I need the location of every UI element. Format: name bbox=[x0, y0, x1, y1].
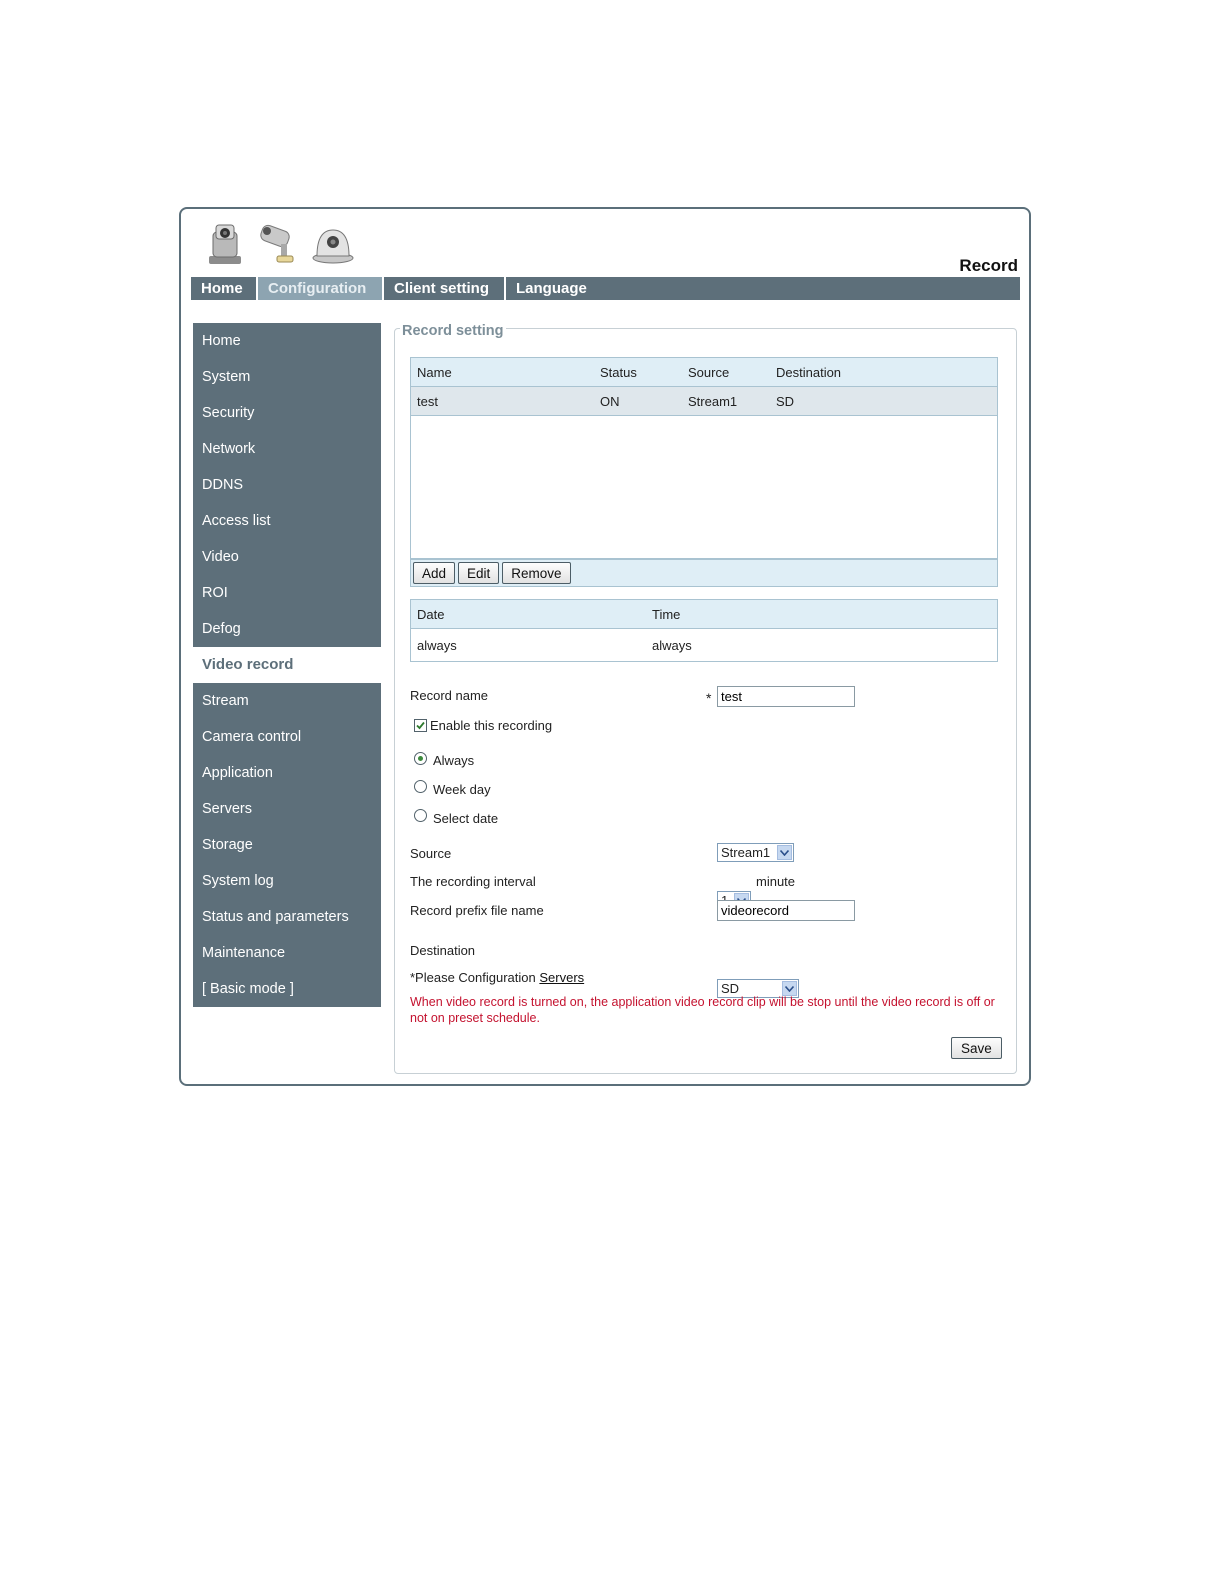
radio-select-date-label: Select date bbox=[433, 811, 499, 826]
tab-home[interactable]: Home bbox=[191, 277, 258, 300]
servers-note-text: *Please Configuration bbox=[410, 970, 540, 985]
edit-button[interactable]: Edit bbox=[458, 562, 499, 584]
record-button-bar bbox=[410, 559, 998, 587]
radio-week-day[interactable] bbox=[414, 780, 427, 793]
remove-button[interactable]: Remove bbox=[502, 562, 570, 584]
sidebar-group-top bbox=[193, 323, 381, 647]
page-title: Record bbox=[959, 256, 1018, 275]
sidebar-item-system[interactable]: System bbox=[202, 369, 251, 385]
col-header-time: Time bbox=[652, 606, 681, 622]
record-table-empty-area bbox=[410, 416, 998, 559]
source-select[interactable] bbox=[717, 843, 794, 862]
enable-recording-label: Enable this recording bbox=[430, 718, 553, 733]
source-label: Source bbox=[410, 846, 452, 861]
sidebar-item-roi[interactable]: ROI bbox=[202, 585, 228, 601]
sidebar-item-video-record[interactable]: Video record bbox=[193, 647, 381, 683]
table-row bbox=[410, 629, 998, 662]
col-header-source: Source bbox=[688, 364, 730, 380]
sidebar-item-stream[interactable]: Stream bbox=[202, 693, 249, 709]
sidebar bbox=[193, 323, 381, 1007]
table-row[interactable] bbox=[410, 387, 998, 416]
sidebar-item-system-log[interactable]: System log bbox=[202, 873, 274, 889]
enable-recording-checkbox[interactable] bbox=[414, 719, 427, 732]
warning-text: When video record is turned on, the application video record clip will be stop until the video record is off or not on preset schedule. bbox=[410, 995, 995, 1025]
add-button[interactable]: Add bbox=[413, 562, 455, 584]
ptz-camera-icon bbox=[203, 220, 247, 266]
checkmark-icon bbox=[415, 720, 426, 731]
tab-configuration[interactable]: Configuration bbox=[258, 277, 384, 300]
sidebar-item-camera-control[interactable]: Camera control bbox=[202, 729, 302, 745]
bullet-camera-icon bbox=[257, 220, 301, 266]
record-prefix-input[interactable] bbox=[717, 900, 855, 921]
cell-status: ON bbox=[600, 393, 620, 409]
sidebar-item-basic-mode[interactable]: [ Basic mode ] bbox=[202, 981, 294, 997]
sidebar-item-servers[interactable]: Servers bbox=[202, 801, 252, 817]
save-button[interactable]: Save bbox=[951, 1037, 1002, 1059]
sidebar-item-home[interactable]: Home bbox=[202, 333, 241, 349]
top-nav bbox=[191, 277, 1020, 300]
sidebar-item-status-and-parameters[interactable]: Status and parameters bbox=[202, 909, 349, 925]
col-header-name: Name bbox=[417, 364, 452, 380]
sidebar-item-application[interactable]: Application bbox=[202, 765, 273, 781]
record-table bbox=[410, 357, 998, 559]
tab-client-setting[interactable]: Client setting bbox=[384, 277, 506, 300]
radio-select-date[interactable] bbox=[414, 809, 427, 822]
required-mark: * bbox=[706, 690, 712, 706]
col-header-destination: Destination bbox=[776, 364, 842, 380]
radio-always[interactable] bbox=[414, 752, 427, 765]
cell-date: always bbox=[417, 637, 457, 653]
sidebar-item-access-list[interactable]: Access list bbox=[202, 513, 271, 529]
sidebar-group-bottom bbox=[193, 683, 381, 1007]
col-header-date: Date bbox=[417, 606, 445, 622]
servers-link[interactable]: Servers bbox=[539, 970, 585, 985]
dome-camera-icon bbox=[311, 220, 355, 266]
sidebar-item-network[interactable]: Network bbox=[202, 441, 256, 457]
sidebar-item-maintenance[interactable]: Maintenance bbox=[202, 945, 286, 961]
sidebar-item-defog[interactable]: Defog bbox=[202, 621, 241, 637]
sidebar-item-storage[interactable]: Storage bbox=[202, 837, 253, 853]
sidebar-item-ddns[interactable]: DDNS bbox=[202, 477, 244, 493]
col-header-status: Status bbox=[600, 364, 637, 380]
cell-time: always bbox=[652, 637, 692, 653]
radio-always-label: Always bbox=[433, 753, 475, 768]
cell-name: test bbox=[417, 393, 438, 409]
destination-label: Destination bbox=[410, 943, 476, 958]
camera-icons bbox=[203, 220, 355, 268]
chevron-down-icon bbox=[777, 845, 792, 860]
schedule-table bbox=[410, 599, 998, 662]
sidebar-item-video[interactable]: Video bbox=[202, 549, 239, 565]
schedule-table-header bbox=[410, 599, 998, 629]
record-name-label: Record name bbox=[410, 688, 489, 703]
cell-source: Stream1 bbox=[688, 393, 738, 409]
interval-unit: minute bbox=[756, 874, 796, 889]
tab-language[interactable]: Language bbox=[516, 280, 587, 297]
record-setting-legend: Record setting bbox=[402, 323, 504, 339]
servers-note bbox=[410, 970, 584, 985]
sidebar-item-security[interactable]: Security bbox=[202, 405, 255, 421]
cell-destination: SD bbox=[776, 393, 795, 409]
record-table-header bbox=[410, 357, 998, 387]
destination-select-value: SD bbox=[721, 981, 740, 996]
radio-week-day-label: Week day bbox=[433, 782, 491, 797]
record-name-input[interactable] bbox=[717, 686, 855, 707]
source-select-value: Stream1 bbox=[721, 845, 771, 860]
recording-interval-label: The recording interval bbox=[410, 874, 536, 889]
record-prefix-label: Record prefix file name bbox=[410, 903, 544, 918]
